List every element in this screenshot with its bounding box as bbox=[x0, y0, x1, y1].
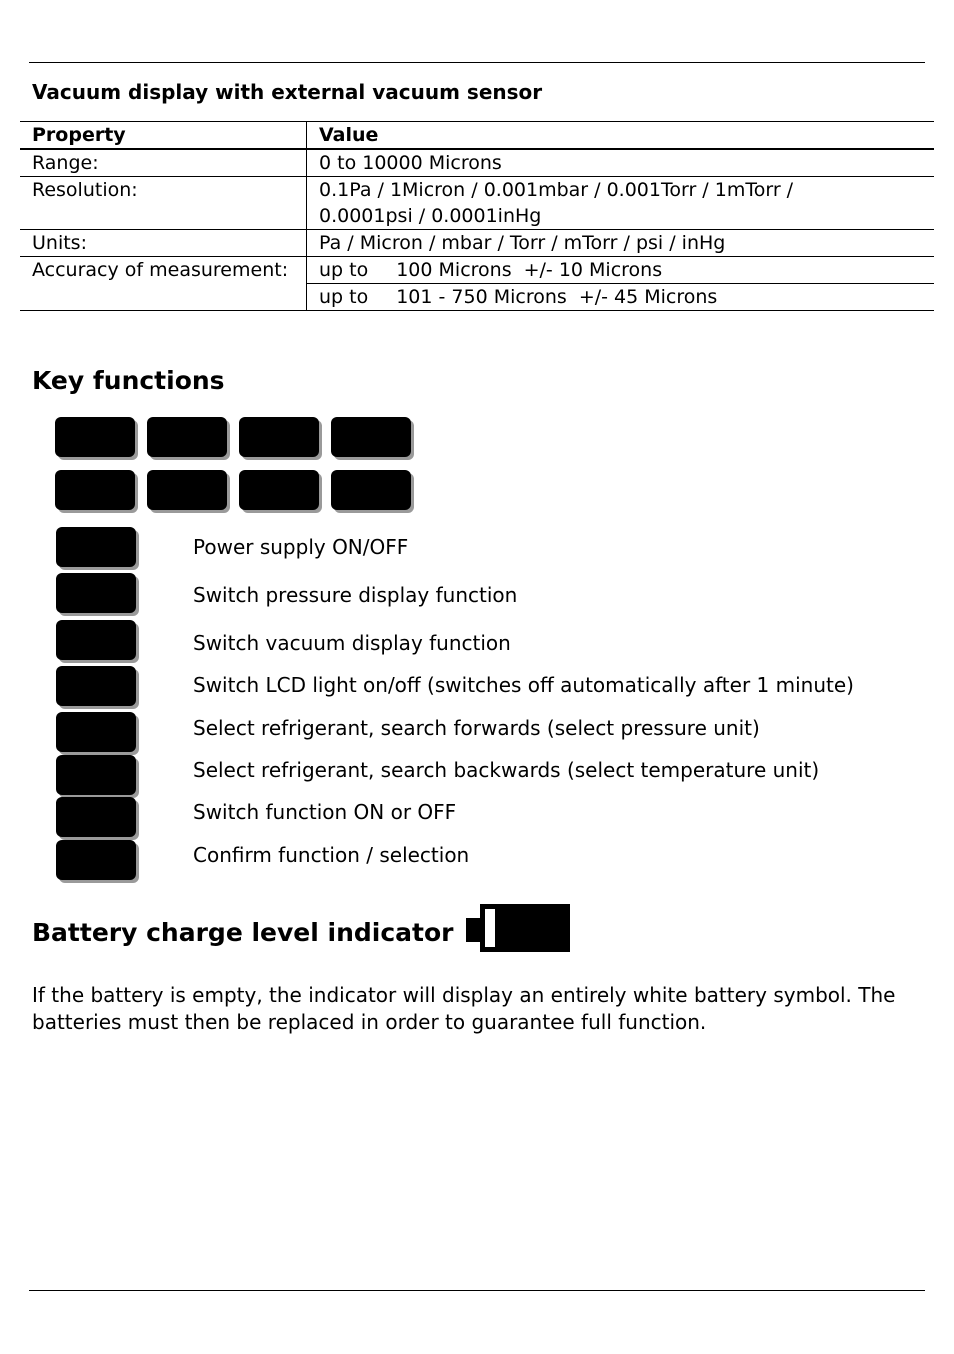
units-label: Units: bbox=[20, 230, 307, 257]
accuracy-value-1 bbox=[307, 257, 935, 284]
key-function-item bbox=[56, 573, 916, 613]
accuracy-label: Accuracy of measurement: bbox=[20, 257, 307, 311]
power-key-icon bbox=[56, 527, 136, 567]
accuracy-value-2 bbox=[307, 284, 935, 311]
keypad-key-icon bbox=[239, 470, 319, 510]
accuracy-tolerance: +/- 10 Microns bbox=[523, 259, 663, 281]
range-label: Range: bbox=[20, 149, 307, 177]
key-function-description: Select refrigerant, search backwards (select temperature unit) bbox=[193, 758, 820, 782]
key-function-description: Power supply ON/OFF bbox=[193, 535, 409, 559]
key-function-description: Switch LCD light on/off (switches off automatically after 1 minute) bbox=[193, 673, 854, 697]
backward-key-icon bbox=[56, 755, 136, 795]
table-row bbox=[20, 149, 934, 177]
key-function-item bbox=[56, 527, 916, 567]
resolution-value bbox=[307, 177, 935, 230]
table-row bbox=[20, 257, 934, 284]
range-value: 0 to 10000 Microns bbox=[307, 149, 935, 177]
vacuum-key-icon bbox=[56, 620, 136, 660]
vacuum-spec-table bbox=[20, 121, 934, 311]
key-function-description: Select refrigerant, search forwards (select pressure unit) bbox=[193, 716, 760, 740]
vacuum-section-title: Vacuum display with external vacuum sensor bbox=[32, 80, 543, 104]
battery-icon bbox=[466, 904, 572, 952]
confirm-key-icon bbox=[56, 840, 136, 880]
forward-key-icon bbox=[56, 712, 136, 752]
key-function-item bbox=[56, 712, 916, 752]
accuracy-range: 100 Microns bbox=[396, 259, 512, 281]
key-function-item bbox=[56, 620, 916, 660]
key-function-description: Switch vacuum display function bbox=[193, 631, 511, 655]
resolution-label: Resolution: bbox=[20, 177, 307, 230]
keypad-key-icon bbox=[147, 470, 227, 510]
table-header-row bbox=[20, 122, 934, 150]
units-value: Pa / Micron / mbar / Torr / mTorr / psi / inHg bbox=[307, 230, 935, 257]
table-row bbox=[20, 230, 934, 257]
pressure-key-icon bbox=[56, 573, 136, 613]
header-rule bbox=[29, 62, 925, 63]
key-function-description: Switch pressure display function bbox=[193, 583, 518, 607]
accuracy-prefix: up to bbox=[319, 259, 369, 281]
column-header-property: Property bbox=[20, 122, 307, 150]
key-function-description: Confirm function / selection bbox=[193, 843, 470, 867]
keypad-key-icon bbox=[147, 417, 227, 457]
accuracy-range: 101 - 750 Microns bbox=[396, 286, 567, 308]
key-functions-title: Key functions bbox=[32, 366, 225, 395]
column-header-value: Value bbox=[307, 122, 935, 150]
key-function-description: Switch function ON or OFF bbox=[193, 800, 457, 824]
battery-section-title: Battery charge level indicator bbox=[32, 918, 454, 947]
battery-description: If the battery is empty, the indicator will display an entirely white battery symbol. The batteries must then be replaced in order to guarantee full function. bbox=[32, 983, 896, 1034]
keypad-key-icon bbox=[331, 417, 411, 457]
resolution-value-line2: 0.0001psi / 0.0001inHg bbox=[319, 205, 542, 227]
light-key-icon bbox=[56, 666, 136, 706]
keypad-key-icon bbox=[55, 417, 135, 457]
key-function-item bbox=[56, 666, 916, 706]
resolution-value-line1: 0.1Pa / 1Micron / 0.001mbar / 0.001Torr / 1mTorr / bbox=[319, 179, 794, 201]
accuracy-tolerance: +/- 45 Microns bbox=[578, 286, 718, 308]
keypad-illustration bbox=[55, 417, 415, 517]
key-function-item bbox=[56, 840, 916, 880]
table-row bbox=[20, 177, 934, 230]
key-function-item bbox=[56, 755, 916, 795]
function-key-icon bbox=[56, 797, 136, 837]
keypad-key-icon bbox=[239, 417, 319, 457]
accuracy-prefix: up to bbox=[319, 286, 369, 308]
footer-rule bbox=[29, 1290, 925, 1291]
keypad-key-icon bbox=[331, 470, 411, 510]
keypad-key-icon bbox=[55, 470, 135, 510]
key-function-item bbox=[56, 797, 916, 837]
